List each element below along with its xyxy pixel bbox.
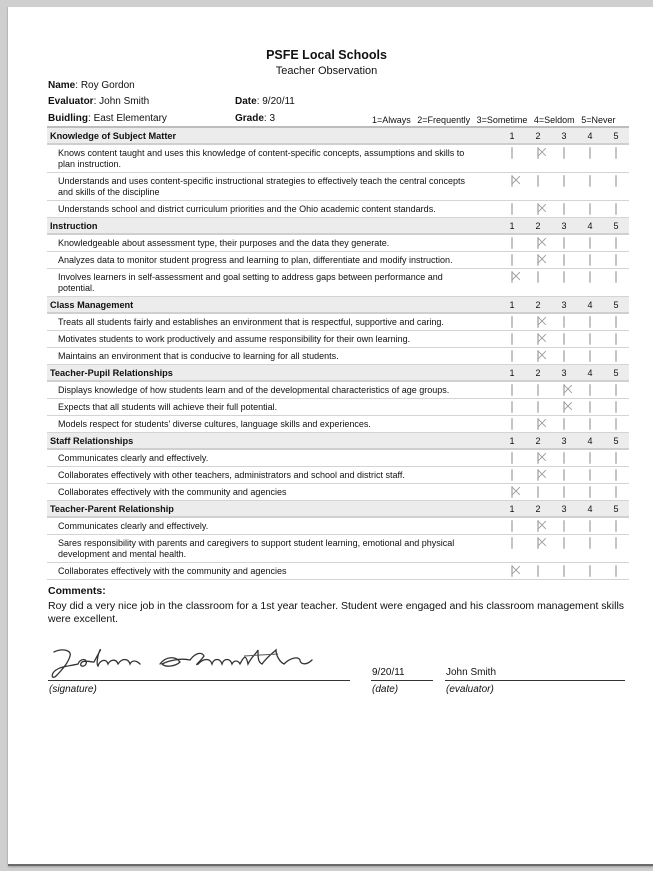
rating-checkbox-3[interactable] [563, 350, 565, 362]
rating-checkbox-5[interactable] [615, 147, 617, 159]
section-title: Teacher-Parent Relationship [50, 503, 174, 514]
teacher-name-field: Name: Roy Gordon [48, 80, 135, 91]
rating-checkbox-2[interactable] [537, 271, 539, 283]
document-subtitle: Teacher Observation [275, 65, 378, 77]
rating-checkbox-2[interactable] [537, 350, 539, 362]
column-number: 1 [509, 503, 515, 514]
column-number: 4 [587, 503, 593, 514]
rating-checkbox-5[interactable] [615, 384, 617, 396]
rating-checkbox-5[interactable] [615, 203, 617, 215]
rating-checkbox-4[interactable] [589, 486, 591, 498]
rating-checkbox-4[interactable] [589, 333, 591, 345]
criterion-row [47, 201, 629, 218]
rating-checkbox-2[interactable] [537, 469, 539, 481]
grade-value: 3 [269, 113, 276, 124]
criterion-row [47, 535, 629, 563]
rating-checkbox-2[interactable] [537, 520, 539, 532]
criterion-text: Communicates clearly and effectively. [58, 453, 209, 463]
signature-line [48, 680, 350, 681]
legend-seldom: 4=Seldom [533, 115, 575, 125]
section-header [47, 128, 629, 145]
column-number: 3 [561, 299, 567, 310]
rating-checkbox-2[interactable] [537, 537, 539, 549]
date-field: Date: 9/20/11 [235, 96, 295, 107]
criterion-row [47, 314, 629, 331]
rating-checkbox-4[interactable] [589, 565, 591, 577]
criterion-row [47, 235, 629, 252]
criterion-text: Understands and uses content-specific instructional strategies to effectively teach the central concepts and skills of the discipline [58, 176, 466, 197]
criterion-text: Involves learners in self-assessment and goal setting to address gaps between performance and potential. [58, 272, 443, 293]
legend-always: 1=Always [372, 115, 411, 125]
rating-checkbox-1[interactable] [511, 452, 513, 464]
criterion-row [47, 484, 629, 501]
rating-checkbox-4[interactable] [589, 254, 591, 266]
rating-checkbox-2[interactable] [537, 147, 539, 159]
rating-checkbox-1[interactable] [511, 175, 513, 187]
section-title: Instruction [50, 220, 98, 231]
rating-checkboxes [499, 563, 629, 577]
building-value: East Elementary [93, 113, 167, 124]
rating-checkbox-2[interactable] [537, 486, 539, 498]
criterion-text: Collaborates effectively with other teachers, administrators and school and district staff. [58, 470, 405, 480]
criterion-row [47, 467, 629, 484]
rating-checkboxes [499, 416, 629, 430]
rating-checkbox-3[interactable] [563, 271, 565, 283]
date-line [371, 680, 433, 681]
rating-checkboxes [499, 382, 629, 396]
rating-checkboxes [499, 331, 629, 345]
rating-checkbox-5[interactable] [615, 316, 617, 328]
rating-checkbox-5[interactable] [615, 175, 617, 187]
rating-checkbox-1[interactable] [511, 537, 513, 549]
rating-checkbox-3[interactable] [563, 384, 565, 396]
criterion-text: Models respect for students' diverse cultures, language skills and experiences. [58, 419, 371, 429]
rating-checkbox-2[interactable] [537, 175, 539, 187]
rating-grid [47, 126, 629, 580]
rating-checkbox-1[interactable] [511, 418, 513, 430]
column-numbers [499, 436, 629, 446]
rating-checkbox-5[interactable] [615, 537, 617, 549]
column-number: 2 [535, 503, 541, 514]
grade-field: Grade: 3 [235, 113, 276, 124]
section-header [47, 501, 629, 518]
date-caption: (date) [372, 684, 399, 695]
rating-checkboxes [499, 235, 629, 249]
criterion-row [47, 173, 629, 201]
criterion-row [47, 382, 629, 399]
rating-checkbox-3[interactable] [563, 418, 565, 430]
rating-checkbox-3[interactable] [563, 565, 565, 577]
criterion-row [47, 416, 629, 433]
section-title: Knowledge of Subject Matter [50, 130, 177, 141]
rating-checkboxes [499, 314, 629, 328]
rating-checkbox-5[interactable] [615, 486, 617, 498]
rating-checkbox-1[interactable] [511, 254, 513, 266]
legend-never: 5=Never [581, 115, 616, 125]
evaluator-field: Evaluator: John Smith [48, 96, 150, 107]
column-number: 5 [613, 130, 619, 141]
column-number: 4 [587, 435, 593, 446]
rating-checkbox-4[interactable] [589, 316, 591, 328]
rating-checkboxes [499, 348, 629, 362]
rating-checkbox-4[interactable] [589, 384, 591, 396]
rating-checkbox-5[interactable] [615, 565, 617, 577]
rating-checkbox-1[interactable] [511, 486, 513, 498]
column-number: 3 [561, 220, 567, 231]
column-number: 4 [587, 130, 593, 141]
rating-checkbox-3[interactable] [563, 452, 565, 464]
rating-checkboxes [499, 450, 629, 464]
criterion-text: Sares responsibility with parents and caregivers to support student learning, emotional and physical development and mental health. [58, 538, 455, 559]
criterion-row [47, 252, 629, 269]
section-title: Class Management [50, 299, 134, 310]
rating-checkbox-3[interactable] [563, 537, 565, 549]
rating-checkbox-2[interactable] [537, 237, 539, 249]
rating-checkbox-5[interactable] [615, 254, 617, 266]
rating-checkbox-3[interactable] [563, 486, 565, 498]
criterion-text: Maintains an environment that is conducive to learning for all students. [58, 351, 339, 361]
column-number: 5 [613, 299, 619, 310]
rating-checkbox-3[interactable] [563, 316, 565, 328]
column-numbers [499, 368, 629, 378]
rating-checkbox-4[interactable] [589, 271, 591, 283]
column-numbers [499, 300, 629, 310]
column-number: 3 [561, 130, 567, 141]
rating-checkbox-5[interactable] [615, 520, 617, 532]
section-title: Teacher-Pupil Relationships [50, 367, 173, 378]
rating-checkbox-3[interactable] [563, 520, 565, 532]
rating-checkbox-1[interactable] [511, 316, 513, 328]
rating-checkbox-2[interactable] [537, 565, 539, 577]
rating-checkbox-1[interactable] [511, 401, 513, 413]
evaluator-value: John Smith [99, 96, 150, 107]
rating-checkbox-5[interactable] [615, 418, 617, 430]
signature-image [48, 646, 348, 682]
building-field: Buidling: East Elementary [48, 113, 167, 124]
date-label: Date [235, 96, 257, 107]
rating-checkbox-1[interactable] [511, 350, 513, 362]
rating-scale-legend [372, 115, 615, 125]
rating-checkbox-5[interactable] [615, 401, 617, 413]
column-number: 2 [535, 299, 541, 310]
criterion-text: Knowledgeable about assessment type, their purposes and the data they generate. [58, 238, 390, 248]
criterion-text: Collaborates effectively with the community and agencies [58, 487, 287, 497]
rating-checkboxes [499, 535, 629, 549]
rating-checkboxes [499, 201, 629, 215]
rating-checkboxes [499, 518, 629, 532]
rating-checkboxes [499, 484, 629, 498]
rating-checkbox-4[interactable] [589, 175, 591, 187]
criterion-row [47, 563, 629, 580]
rating-checkbox-1[interactable] [511, 271, 513, 283]
column-number: 1 [509, 299, 515, 310]
name-label: Name [48, 80, 76, 91]
column-number: 5 [613, 503, 619, 514]
rating-checkbox-5[interactable] [615, 271, 617, 283]
date-value: 9/20/11 [262, 96, 295, 107]
rating-checkboxes [499, 467, 629, 481]
column-numbers [499, 131, 629, 141]
column-numbers [499, 221, 629, 231]
column-number: 4 [587, 220, 593, 231]
rating-checkbox-3[interactable] [563, 469, 565, 481]
rating-checkbox-2[interactable] [537, 254, 539, 266]
rating-checkbox-4[interactable] [589, 520, 591, 532]
column-number: 5 [613, 367, 619, 378]
rating-checkbox-4[interactable] [589, 203, 591, 215]
building-label: Buidling [48, 113, 88, 124]
rating-checkboxes [499, 173, 629, 187]
name-value: Roy Gordon [80, 80, 135, 91]
column-number: 5 [613, 220, 619, 231]
rating-checkbox-2[interactable] [537, 333, 539, 345]
rating-checkbox-2[interactable] [537, 203, 539, 215]
rating-checkbox-3[interactable] [563, 237, 565, 249]
rating-checkbox-5[interactable] [615, 333, 617, 345]
column-number: 2 [535, 130, 541, 141]
criterion-text: Motivates students to work productively and assume responsibility for their own learning. [58, 334, 411, 344]
criterion-row [47, 450, 629, 467]
criterion-text: Analyzes data to monitor student progress and learning to plan, differentiate and modify instruction. [58, 255, 453, 265]
rating-checkboxes [499, 252, 629, 266]
rating-checkbox-1[interactable] [511, 237, 513, 249]
document-title: PSFE Local Schools [266, 48, 387, 62]
column-number: 1 [509, 130, 515, 141]
criterion-row [47, 145, 629, 173]
rating-checkbox-4[interactable] [589, 418, 591, 430]
section-header [47, 365, 629, 382]
rating-checkbox-3[interactable] [563, 333, 565, 345]
evaluator-caption: (evaluator) [446, 684, 494, 695]
comments-label: Comments: [48, 585, 106, 597]
section-header [47, 297, 629, 314]
rating-checkboxes [499, 399, 629, 413]
column-number: 4 [587, 299, 593, 310]
criterion-row [47, 399, 629, 416]
rating-checkbox-2[interactable] [537, 384, 539, 396]
column-number: 3 [561, 435, 567, 446]
rating-checkbox-4[interactable] [589, 401, 591, 413]
rating-checkbox-4[interactable] [589, 537, 591, 549]
criterion-text: Displays knowledge of how students learn and of the developmental characteristics of age groups. [58, 385, 450, 395]
rating-checkbox-3[interactable] [563, 147, 565, 159]
rating-checkboxes [499, 145, 629, 159]
column-number: 1 [509, 220, 515, 231]
comments-text: Roy did a very nice job in the classroom for a 1st year teacher. Student were engaged and his classroom management skills were excellent. [48, 600, 625, 625]
column-number: 2 [535, 220, 541, 231]
rating-checkbox-4[interactable] [589, 469, 591, 481]
column-number: 2 [535, 367, 541, 378]
legend-sometime: 3=Sometime [476, 115, 528, 125]
rating-checkbox-2[interactable] [537, 401, 539, 413]
rating-checkbox-4[interactable] [589, 147, 591, 159]
rating-checkbox-5[interactable] [615, 237, 617, 249]
rating-checkbox-2[interactable] [537, 452, 539, 464]
rating-checkboxes [499, 269, 629, 283]
criterion-text: Expects that all students will achieve their full potential. [58, 402, 278, 412]
rating-checkbox-4[interactable] [589, 237, 591, 249]
column-number: 4 [587, 367, 593, 378]
criterion-text: Knows content taught and uses this knowledge of content-specific concepts, assumptions and skills to plan instruction. [58, 148, 465, 169]
criterion-row [47, 518, 629, 535]
rating-checkbox-1[interactable] [511, 469, 513, 481]
rating-checkbox-4[interactable] [589, 452, 591, 464]
rating-checkbox-3[interactable] [563, 175, 565, 187]
rating-checkbox-4[interactable] [589, 350, 591, 362]
section-header [47, 218, 629, 235]
rating-checkbox-1[interactable] [511, 203, 513, 215]
column-number: 1 [509, 367, 515, 378]
signoff-evaluator-value: John Smith [446, 667, 497, 678]
column-numbers [499, 504, 629, 514]
rating-checkbox-1[interactable] [511, 147, 513, 159]
rating-checkbox-1[interactable] [511, 333, 513, 345]
column-number: 3 [561, 503, 567, 514]
rating-checkbox-3[interactable] [563, 203, 565, 215]
column-number: 3 [561, 367, 567, 378]
criterion-row [47, 331, 629, 348]
rating-checkbox-1[interactable] [511, 384, 513, 396]
rating-checkbox-5[interactable] [615, 350, 617, 362]
evaluator-label: Evaluator [48, 96, 94, 107]
criterion-text: Treats all students fairly and establishes an environment that is respectful, supportive and caring. [58, 317, 444, 327]
rating-checkbox-3[interactable] [563, 254, 565, 266]
evaluator-line [445, 680, 625, 681]
criterion-text: Collaborates effectively with the community and agencies [58, 566, 287, 576]
legend-frequently: 2=Frequently [417, 115, 471, 125]
rating-checkbox-1[interactable] [511, 520, 513, 532]
criterion-text: Understands school and district curriculum priorities and the Ohio academic content standards. [58, 204, 436, 214]
section-header [47, 433, 629, 450]
column-number: 5 [613, 435, 619, 446]
signature-caption: (signature) [49, 684, 97, 695]
rating-checkbox-2[interactable] [537, 316, 539, 328]
criterion-row [47, 348, 629, 365]
rating-checkbox-5[interactable] [615, 469, 617, 481]
rating-checkbox-2[interactable] [537, 418, 539, 430]
criterion-row [47, 269, 629, 297]
rating-checkbox-5[interactable] [615, 452, 617, 464]
grade-label: Grade [235, 113, 264, 124]
section-title: Staff Relationships [50, 435, 134, 446]
criterion-text: Communicates clearly and effectively. [58, 521, 209, 531]
column-number: 2 [535, 435, 541, 446]
rating-checkbox-3[interactable] [563, 401, 565, 413]
signoff-date-value: 9/20/11 [372, 667, 405, 678]
rating-checkbox-1[interactable] [511, 565, 513, 577]
column-number: 1 [509, 435, 515, 446]
